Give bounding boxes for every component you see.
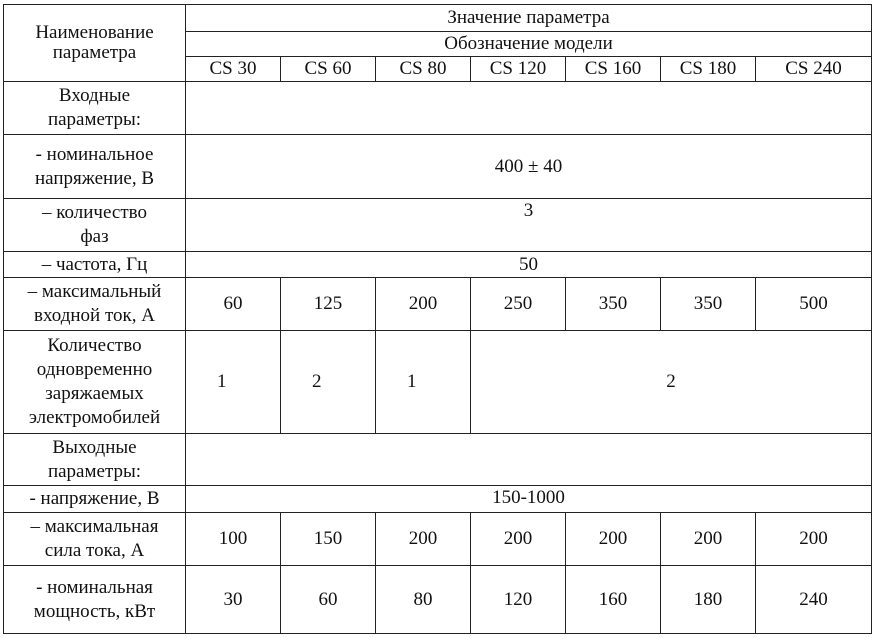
param-name-line: сила тока, А [44,540,145,561]
value-cell: 1 [376,331,471,434]
param-name-line: напряжение, В [34,167,154,189]
model-header: CS 80 [376,57,471,82]
param-name-line: электромобилей [28,407,161,428]
value-cell: 150-1000 [186,486,872,513]
model-header: CS 60 [281,57,376,82]
value-cell: 50 [186,252,872,278]
param-name-line: - номинальная [36,576,153,598]
value-cell: 240 [756,566,872,634]
param-name-line: фаз [80,226,109,247]
empty-value-cell [186,434,872,486]
value-cell: 30 [186,566,281,634]
param-name-line: Количество [47,335,142,356]
param-name-line: – максимальный [27,281,162,302]
value-cell: 250 [471,278,566,331]
param-name-line: - номинальное [35,143,154,165]
table-row-frequency [4,252,872,278]
param-name-cell [4,434,186,486]
table-row-output-section [4,434,872,486]
value-cell: 200 [566,513,661,566]
param-name-line: Выходные [52,436,137,458]
param-name-line: входной ток, А [34,305,155,326]
value-cell: 350 [566,278,661,331]
model-header: CS 160 [566,57,661,82]
param-name-cell [4,199,186,252]
param-name-cell [4,278,186,331]
param-name-cell [4,513,186,566]
value-cell: 160 [566,566,661,634]
value-cell: 3 [186,199,872,252]
value-cell: 125 [281,278,376,331]
param-name-line: – максимальная [30,516,159,537]
table-row-nominal-voltage [4,135,872,199]
param-name-header-line: параметра [52,42,137,63]
param-name-cell [4,566,186,634]
param-name-cell [4,486,186,513]
model-header: CS 120 [471,57,566,82]
param-name-line: заряжаемых [45,383,144,404]
table-row-max-output-current [4,513,872,566]
param-name-cell [4,82,186,135]
value-cell: 60 [186,278,281,331]
value-cell: 400 ± 40 [186,135,872,199]
table-row-nominal-power [4,566,872,634]
model-header: CS 180 [661,57,756,82]
specifications-table [3,4,872,634]
value-cell: 60 [281,566,376,634]
value-cell: 120 [471,566,566,634]
model-header: CS 30 [186,57,281,82]
value-cell: 200 [376,278,471,331]
param-name-cell [4,331,186,434]
value-cell: 200 [376,513,471,566]
param-name-line: – количество [42,202,147,223]
value-cell: 180 [661,566,756,634]
value-cell: 1 [186,331,281,434]
param-name-header [4,5,186,82]
model-group-header: Обозначение модели [186,32,872,57]
param-name-line: - напряжение, В [29,488,160,509]
param-name-line: Входные [58,85,131,106]
value-group-header: Значение параметра [186,5,872,32]
empty-value-cell [186,82,872,135]
value-cell: 100 [186,513,281,566]
table-row-input-section [4,82,872,135]
value-cell: 350 [661,278,756,331]
table-row-max-input-current [4,278,872,331]
model-header: CS 240 [756,57,872,82]
table-row-phases [4,199,872,252]
param-name-line: параметры: [47,109,142,130]
value-cell: 150 [281,513,376,566]
value-cell: 2 [471,331,872,434]
value-cell: 200 [661,513,756,566]
param-name-cell [4,135,186,199]
value-cell: 200 [756,513,872,566]
value-cell: 500 [756,278,872,331]
value-cell: 80 [376,566,471,634]
param-name-header-line: Наименование [35,22,154,43]
param-name-line: – частота, Гц [41,253,148,275]
table-row-output-voltage [4,486,872,513]
param-name-cell [4,252,186,278]
table-row-simultaneous-ev [4,331,872,434]
header-row-value-group [4,5,872,32]
param-name-line: одновременно [36,359,153,380]
param-name-line: мощность, кВт [33,600,156,622]
value-cell: 200 [471,513,566,566]
value-cell: 2 [281,331,376,434]
param-name-line: параметры: [47,460,142,482]
